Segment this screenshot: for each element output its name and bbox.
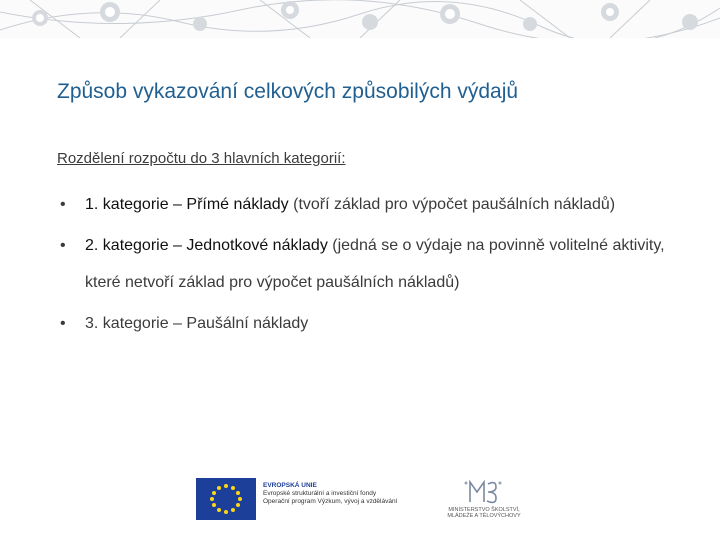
eu-title: EVROPSKÁ UNIE <box>263 482 317 489</box>
category-name: 1. kategorie – Přímé náklady <box>85 196 289 213</box>
bullet: • <box>60 237 66 254</box>
slide-subtitle: Rozdělení rozpočtu do 3 hlavních kategorií: <box>57 150 346 167</box>
eu-flag-icon <box>196 478 256 520</box>
category-detail: (tvoří základ pro výpočet paušálních nákladů) <box>288 196 616 213</box>
ministry-name-line-2: MLÁDEŽE A TĚLOVÝCHOVY <box>447 513 521 519</box>
slide-title: Způsob vykazování celkových způsobilých výdajů <box>57 80 519 103</box>
header-banner <box>0 0 720 38</box>
bullet: • <box>60 315 66 332</box>
ministry-emblem-icon <box>444 478 524 506</box>
list-item <box>60 305 680 342</box>
list-item <box>60 227 680 301</box>
decorative-pattern <box>0 0 720 38</box>
ministry-name <box>444 507 524 519</box>
footer-logos <box>196 476 526 522</box>
ministry-name-line-1: MINISTERSTVO ŠKOLSTVÍ, <box>448 507 520 513</box>
eu-line-1: Evropské strukturální a investiční fondy <box>263 490 377 497</box>
eu-logo-text <box>263 482 397 506</box>
list-item <box>60 186 680 223</box>
ministry-logo <box>444 478 524 522</box>
category-detail: (jedná se o výdaje na povinně volitelné aktivity, které netvoří základ pro výpočet paušálních nákladů) <box>85 237 665 291</box>
category-name: 3. kategorie – Paušální náklady <box>85 315 309 332</box>
bullet: • <box>60 196 66 213</box>
category-name: 2. kategorie – Jednotkové náklady <box>85 237 328 254</box>
eu-line-2: Operační program Výzkum, vývoj a vzdělávání <box>263 498 398 505</box>
category-list <box>60 186 680 346</box>
